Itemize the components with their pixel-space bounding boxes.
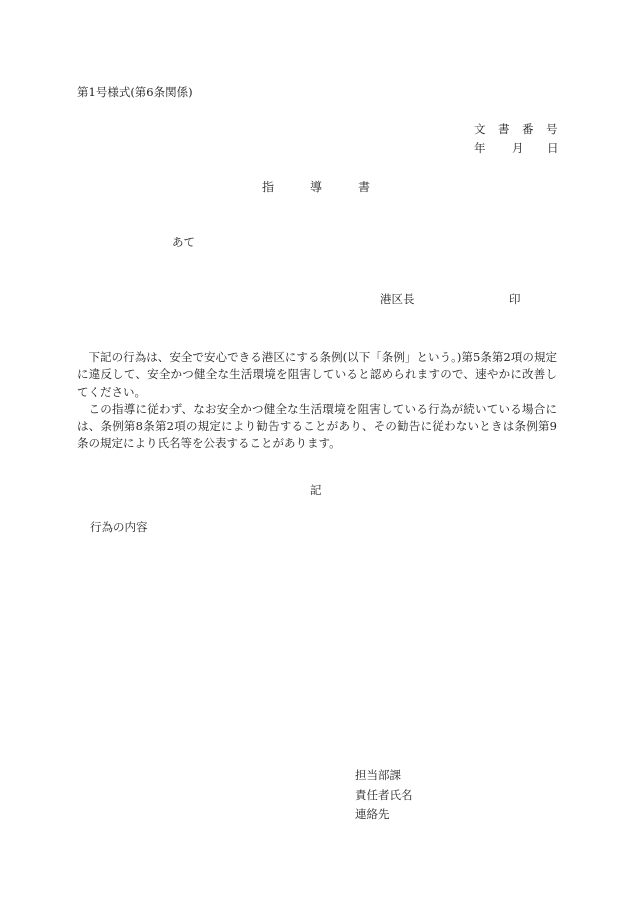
issuer-name: 港区長 bbox=[380, 292, 415, 306]
title-char: 指 bbox=[262, 180, 275, 194]
contact-department: 担当部課 bbox=[355, 768, 401, 782]
ki-heading: 記 bbox=[310, 483, 322, 497]
document-title bbox=[262, 181, 370, 193]
doc-number-char: 号 bbox=[546, 122, 558, 136]
title-char: 書 bbox=[358, 180, 371, 194]
doc-number-char: 書 bbox=[498, 122, 510, 136]
body-paragraph: この指導に従わず、なお安全かつ健全な生活環境を阻害している行為が続いている場合には、条例第8条第2項の規定により勧告することがあり、その勧告に従わないときは条例第9条の規定により氏名等を公表することがあります。 bbox=[77, 401, 557, 451]
addressee-suffix: あて bbox=[172, 235, 195, 249]
contact-phone: 連絡先 bbox=[355, 807, 390, 821]
form-number: 第1号様式(第6条関係) bbox=[77, 85, 193, 99]
date-month-label: 月 bbox=[512, 141, 524, 155]
document-number-label bbox=[474, 124, 558, 136]
doc-number-char: 番 bbox=[522, 122, 534, 136]
date-year-label: 年 bbox=[474, 141, 486, 155]
issuer-line bbox=[380, 294, 521, 306]
body-text bbox=[77, 349, 557, 453]
body-paragraph: 下記の行為は、安全で安心できる港区にする条例(以下「条例」という。)第5条第2項の規定に違反して、安全かつ健全な生活環境を阻害していると認められますので、速やかに改善してください。 bbox=[77, 350, 557, 399]
date-line bbox=[474, 143, 559, 155]
title-char: 導 bbox=[310, 180, 323, 194]
content-label: 行為の内容 bbox=[90, 520, 148, 534]
seal-mark: 印 bbox=[509, 292, 521, 306]
doc-number-char: 文 bbox=[474, 122, 486, 136]
date-day-label: 日 bbox=[547, 141, 559, 155]
contact-person: 責任者氏名 bbox=[355, 787, 413, 802]
contact-block bbox=[355, 766, 413, 825]
